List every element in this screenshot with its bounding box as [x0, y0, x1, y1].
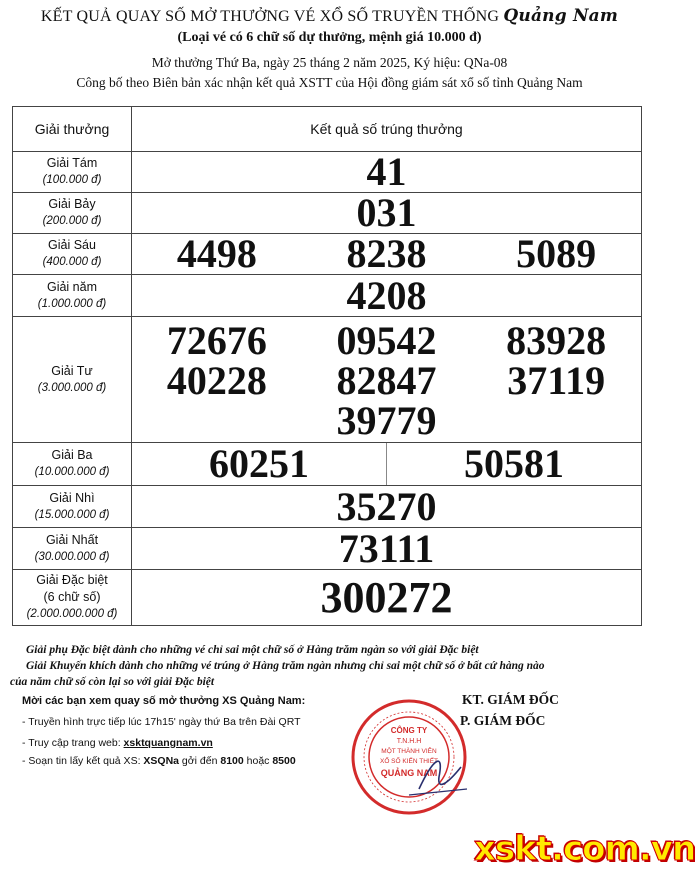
prize-number: 40228 — [166, 357, 267, 403]
svg-text:XỔ SỐ KIẾN THIẾT: XỔ SỐ KIẾN THIẾT — [379, 758, 439, 765]
draw-date-line: Mở thưởng Thứ Ba, ngày 25 tháng 2 năm 2025, Ký hiệu: QNa-08 — [151, 55, 508, 70]
prize-number: 4498 — [176, 231, 257, 276]
prize-row-2 — [13, 486, 642, 528]
col-prize-header: Giải thưởng — [13, 107, 132, 152]
prize-row-5 — [13, 275, 642, 317]
prize-label: Giải Ba (10.000.000 đ) — [13, 443, 132, 486]
prize-number: 41 — [132, 152, 642, 193]
announce-line: Công bố theo Biên bản xác nhận kết quả XSTT của Hội đồng giám sát xổ số tỉnh Quảng Nam — [76, 75, 583, 90]
svg-text:QUẢNG NAM: QUẢNG NAM — [380, 768, 438, 778]
prize-row-7 — [13, 193, 642, 234]
table-header-row — [13, 107, 642, 152]
prize-number: 8238 — [346, 231, 427, 276]
prize-row-8 — [13, 152, 642, 193]
prize-row-1 — [13, 528, 642, 570]
info-web: - Truy cập trang web: xsktquangnam.vn — [22, 737, 213, 749]
svg-text:MỘT THÀNH VIÊN: MỘT THÀNH VIÊN — [381, 748, 437, 755]
prize-number: 83928 — [506, 317, 607, 363]
prize-number: 73111 — [132, 528, 642, 570]
prize-label: Giải Đặc biệt (6 chữ số) (2.000.000.000 đ) — [13, 570, 132, 626]
page-title — [0, 6, 659, 26]
prize-number: 60251 — [209, 441, 309, 486]
prize-row-3 — [13, 443, 642, 486]
prize-row-6 — [13, 234, 642, 275]
prize-label: Giải Nhất (30.000.000 đ) — [13, 528, 132, 570]
prize-number: 5089 — [516, 231, 597, 276]
info-intro: Mời các bạn xem quay số mở thưởng XS Quảng Nam: — [22, 695, 306, 707]
footnote-consolation: Giải phụ Đặc biệt dành cho những vé chỉ sai một chữ số ở Hàng trăm ngàn so với giải Đặc biệt — [26, 644, 479, 656]
website-link[interactable]: xsktquangnam.vn — [123, 737, 213, 749]
prize-label: Giải Bảy (200.000 đ) — [13, 193, 132, 234]
footnote-encouragement-cont: của năm chữ số còn lại so với giải Đặc biệt — [10, 676, 215, 688]
prize-row-special — [13, 570, 642, 626]
prize-numbers — [132, 317, 642, 443]
prize-label: Giải Sáu (400.000 đ) — [13, 234, 132, 275]
prize-number: 82847 — [336, 357, 437, 403]
prize-label: Giải năm (1.000.000 đ) — [13, 275, 132, 317]
prize-number: 72676 — [166, 317, 267, 363]
prize-row-4 — [13, 317, 642, 443]
prize-number: 09542 — [336, 317, 437, 363]
svg-text:T.N.H.H: T.N.H.H — [396, 738, 422, 745]
prize-number: 031 — [132, 193, 642, 234]
title-text: KẾT QUẢ QUAY SỐ MỞ THƯỞNG VÉ XỔ SỐ TRUYỀN THỐNG — [40, 8, 500, 25]
svg-text:CÔNG TY: CÔNG TY — [390, 726, 428, 735]
signature-title-1: KT. GIÁM ĐỐC — [462, 692, 559, 707]
prize-numbers — [132, 231, 642, 276]
prize-number: 4208 — [132, 275, 642, 317]
results-table — [12, 106, 642, 626]
prize-number: 50581 — [386, 443, 641, 485]
info-tv: - Truyền hình trực tiếp lúc 17h15' ngày thứ Ba trên Đài QRT — [22, 716, 301, 728]
prize-number: 39779 — [336, 397, 437, 443]
footnote-encouragement: Giải Khuyến khích dành cho những vé trúng ở Hàng trăm ngàn nhưng chỉ sai một chữ số ở bất cứ hàng nào — [26, 660, 545, 672]
title-province: Quảng Nam — [503, 6, 619, 26]
special-prize-number: 300272 — [132, 570, 642, 626]
prize-numbers — [132, 443, 642, 486]
prize-label: Giải Tám (100.000 đ) — [13, 152, 132, 193]
prize-number: 35270 — [132, 486, 642, 528]
page-subtitle: (Loại vé có 6 chữ số dự thưởng, mệnh giá 10.000 đ) — [177, 30, 482, 45]
col-result-header: Kết quả số trúng thưởng — [132, 107, 642, 152]
prize-label: Giải Tư (3.000.000 đ) — [13, 317, 132, 443]
info-sms: - Soạn tin lấy kết quả XS: XSQNa gởi đến 8100 hoặc 8500 — [22, 755, 296, 767]
prize-label: Giải Nhì (15.000.000 đ) — [13, 486, 132, 528]
company-seal — [349, 697, 469, 817]
watermark-logo: xskt.com.vn — [474, 829, 695, 869]
prize-number: 37119 — [507, 357, 606, 403]
signature-title-2: P. GIÁM ĐỐC — [460, 713, 546, 728]
